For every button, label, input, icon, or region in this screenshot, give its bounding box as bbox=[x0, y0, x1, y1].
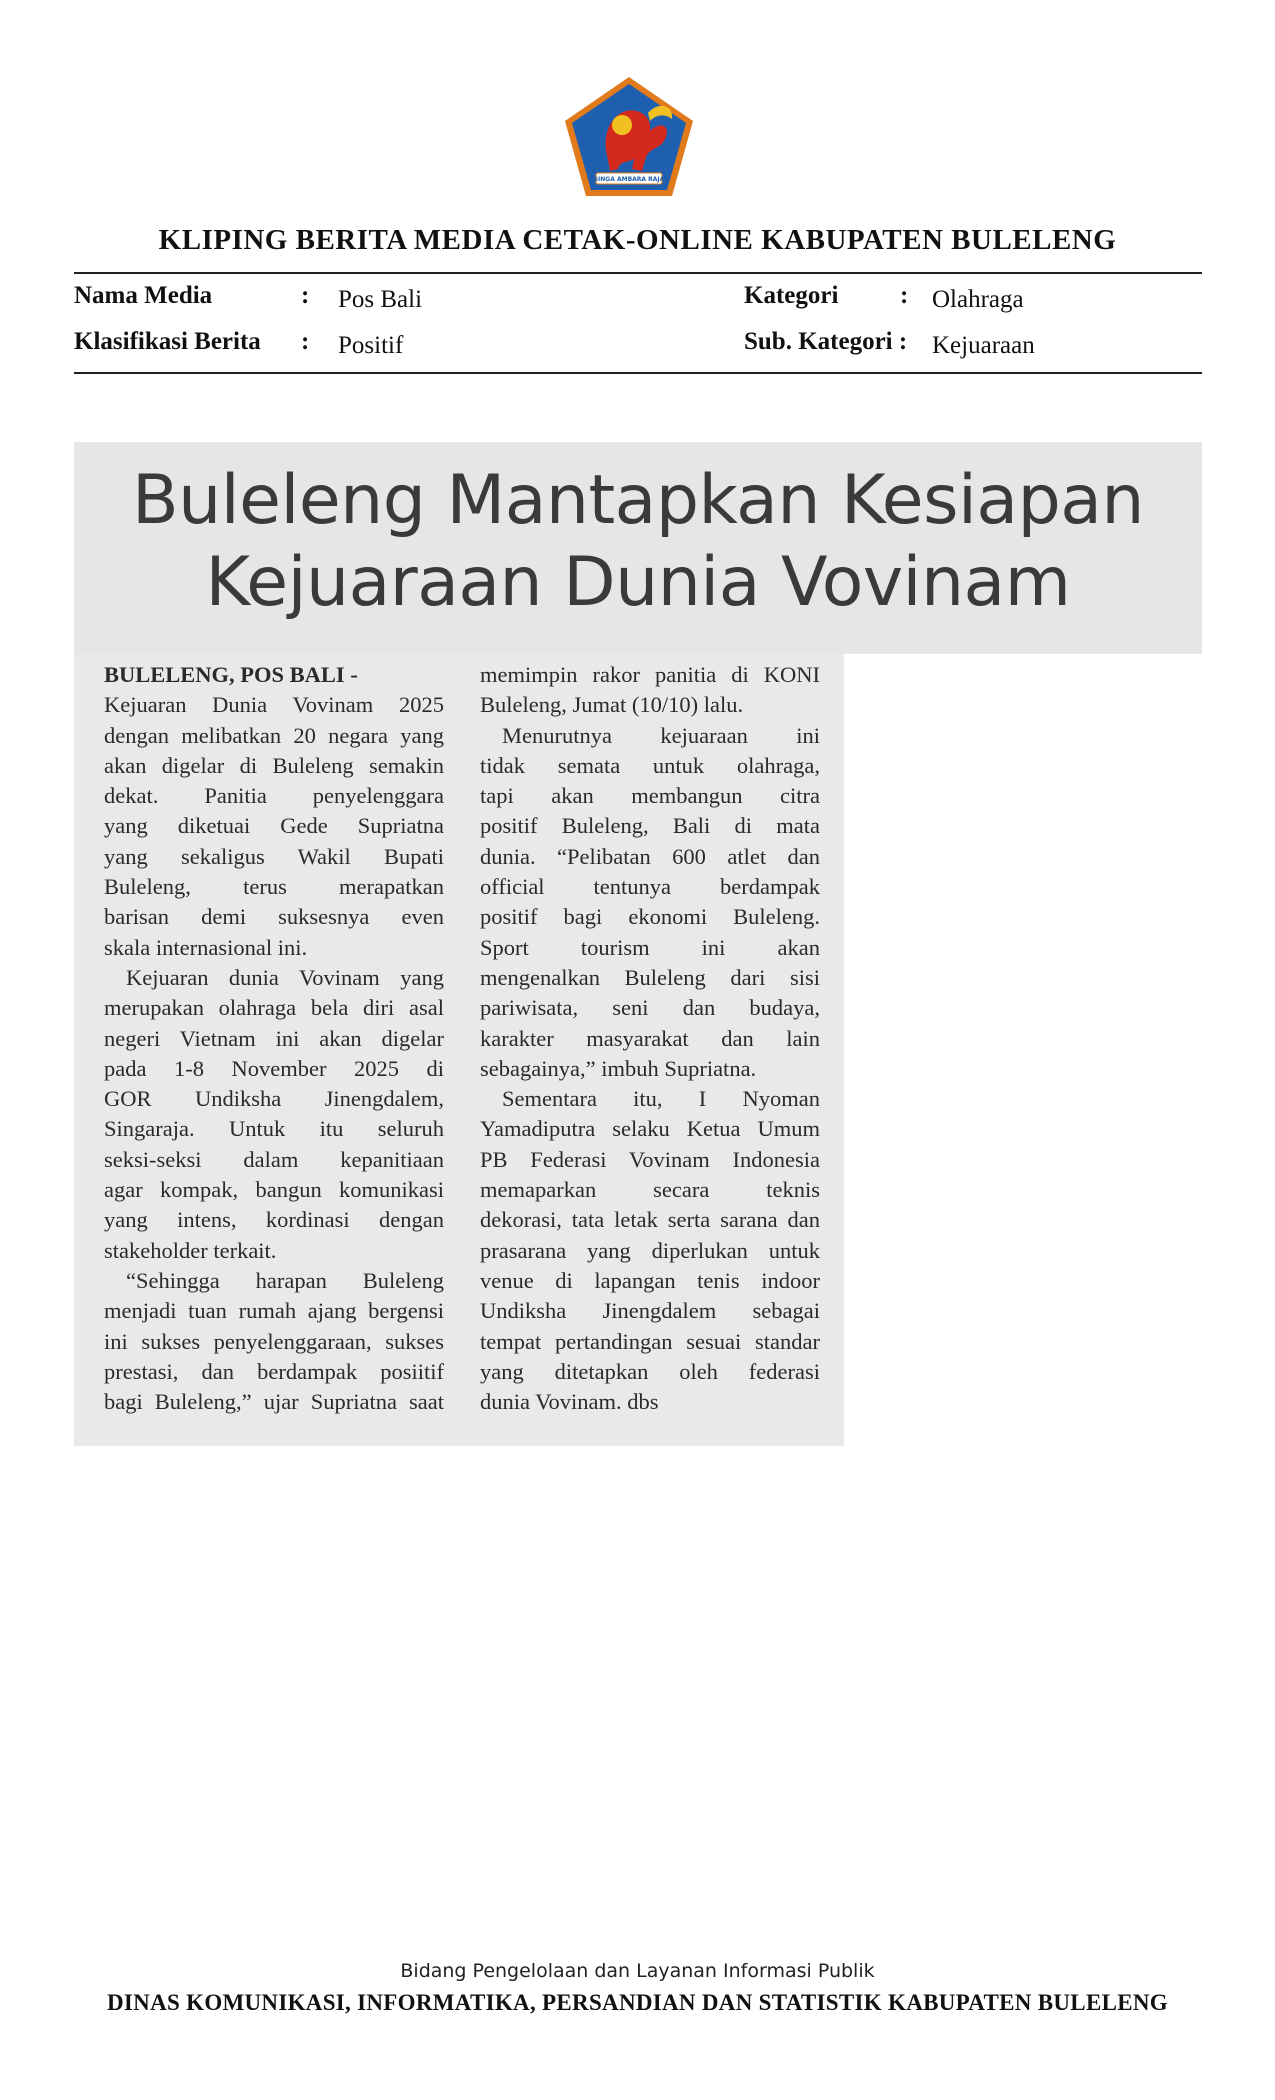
article-line: Kejuaran dunia Vovinam yang bbox=[126, 964, 444, 990]
article-line: akan digelar di Buleleng semakin bbox=[104, 752, 444, 778]
article-line: sebagainya,” imbuh Supriatna. bbox=[480, 1055, 757, 1081]
article-line: tempat pertandingan sesuai standar bbox=[480, 1328, 820, 1354]
article-line: “Sehingga harapan Buleleng bbox=[126, 1267, 444, 1293]
article-line: yang sekaligus Wakil Bupati bbox=[104, 843, 444, 869]
article-column-2 bbox=[480, 660, 820, 1417]
singa-ambara-raja-emblem-icon bbox=[562, 75, 696, 199]
article-line: prestasi, dan berdampak posiitif bbox=[104, 1358, 444, 1384]
article-line: Singaraja. Untuk itu seluruh bbox=[104, 1116, 444, 1142]
subkategori-label: Sub. Kategori : bbox=[744, 328, 908, 355]
article-line: Kejuaran Dunia Vovinam 2025 bbox=[104, 692, 444, 718]
headline-line-1: Buleleng Mantapkan Kesiapan bbox=[131, 461, 1145, 540]
kategori-value: Olahraga bbox=[932, 286, 1024, 313]
header-divider-bottom bbox=[74, 372, 1202, 374]
article-line: GOR Undiksha Jinengdalem, bbox=[104, 1086, 444, 1112]
article-line: dekat. Panitia penyelenggara bbox=[104, 783, 444, 809]
kategori-colon: : bbox=[900, 282, 909, 309]
article-line: barisan demi suksesnya even bbox=[104, 904, 444, 930]
article-line: agar kompak, bangun komunikasi bbox=[104, 1177, 444, 1203]
article-line: positif Buleleng, Bali di mata bbox=[480, 813, 820, 839]
klasifikasi-value: Positif bbox=[338, 332, 404, 359]
document-title: KLIPING BERITA MEDIA CETAK-ONLINE KABUPATEN BULELENG bbox=[158, 224, 1117, 256]
article-line: stakeholder terkait. bbox=[104, 1237, 277, 1263]
article-line: Yamadiputra selaku Ketua Umum bbox=[480, 1116, 820, 1142]
article-column-1 bbox=[104, 660, 444, 1417]
article-line: official tentunya berdampak bbox=[480, 874, 820, 900]
article-line: pariwisata, seni dan budaya, bbox=[480, 995, 820, 1021]
article-line: memimpin rakor panitia di KONI bbox=[480, 662, 820, 687]
article-line: mengenalkan Buleleng dari sisi bbox=[480, 964, 820, 990]
article-line: yang ditetapkan oleh federasi bbox=[480, 1358, 820, 1384]
article-line: negeri Vietnam ini akan digelar bbox=[104, 1025, 444, 1051]
media-value: Pos Bali bbox=[338, 286, 423, 313]
article-line: karakter masyarakat dan lain bbox=[480, 1025, 820, 1051]
article-headline bbox=[74, 460, 1202, 624]
header-divider-top bbox=[74, 272, 1202, 274]
article-line: prasarana yang diperlukan untuk bbox=[480, 1237, 820, 1263]
article-line: bagi Buleleng,” ujar Supriatna saat bbox=[104, 1389, 444, 1415]
klasifikasi-label: Klasifikasi Berita bbox=[74, 328, 261, 355]
article-line: Sport tourism ini akan bbox=[480, 934, 820, 960]
article-line: tapi akan membangun citra bbox=[480, 783, 820, 809]
article-line: Buleleng, terus merapatkan bbox=[104, 874, 444, 900]
article-line: venue di lapangan tenis indoor bbox=[480, 1267, 820, 1293]
article-line: merupakan olahraga bela diri asal bbox=[104, 995, 444, 1021]
footer-agency: DINAS KOMUNIKASI, INFORMATIKA, PERSANDIAN DAN STATISTIK KABUPATEN BULELENG bbox=[107, 1990, 1168, 2015]
svg-text:SINGA AMBARA RAJA: SINGA AMBARA RAJA bbox=[593, 176, 665, 183]
article-line: seksi-seksi dalam kepanitiaan bbox=[104, 1146, 444, 1172]
subkategori-value: Kejuaraan bbox=[932, 332, 1035, 359]
article-line: pada 1-8 November 2025 di bbox=[104, 1055, 444, 1081]
article-line: yang diketuai Gede Supriatna bbox=[104, 813, 444, 839]
article-line: PB Federasi Vovinam Indonesia bbox=[480, 1146, 820, 1172]
article-line: dunia Vovinam. dbs bbox=[480, 1389, 659, 1415]
kategori-label: Kategori bbox=[744, 282, 839, 309]
article-line: BULELENG, POS BALI - bbox=[104, 662, 358, 687]
article-line: positif bagi ekonomi Buleleng. bbox=[480, 904, 820, 930]
article-line: ini sukses penyelenggaraan, sukses bbox=[104, 1328, 444, 1354]
media-colon: : bbox=[301, 282, 310, 309]
media-label: Nama Media bbox=[74, 282, 213, 309]
headline-line-2: Kejuaraan Dunia Vovinam bbox=[205, 543, 1071, 622]
article-line: menjadi tuan rumah ajang bergensi bbox=[104, 1298, 444, 1324]
article-line: Menurutnya kejuaraan ini bbox=[502, 722, 820, 748]
article-line: dekorasi, tata letak serta sarana dan bbox=[480, 1207, 820, 1233]
article-line: yang intens, kordinasi dengan bbox=[104, 1207, 444, 1233]
article-line: skala internasional ini. bbox=[104, 934, 308, 960]
article-line: Undiksha Jinengdalem sebagai bbox=[480, 1298, 820, 1324]
article-line: tidak semata untuk olahraga, bbox=[480, 752, 820, 778]
klasifikasi-colon: : bbox=[301, 328, 310, 355]
article-line: dunia. “Pelibatan 600 atlet dan bbox=[480, 843, 820, 869]
article-line: dengan melibatkan 20 negara yang bbox=[104, 722, 444, 748]
article-line: Sementara itu, I Nyoman bbox=[502, 1086, 820, 1112]
article-line: Buleleng, Jumat (10/10) lalu. bbox=[480, 692, 744, 718]
article-line: memaparkan secara teknis bbox=[480, 1177, 820, 1203]
footer-unit: Bidang Pengelolaan dan Layanan Informasi Publik bbox=[400, 1960, 875, 1982]
